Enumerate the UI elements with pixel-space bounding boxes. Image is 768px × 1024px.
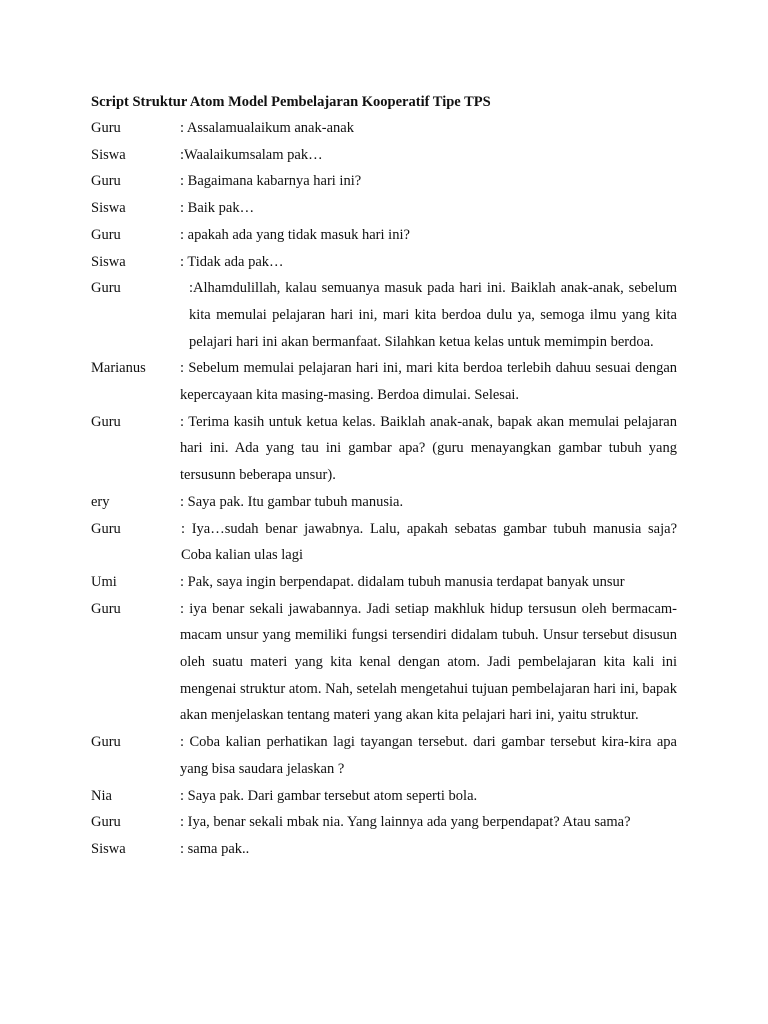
- speaker-name: Siswa: [91, 200, 126, 217]
- dialogue-text: : Pak, saya ingin berpendapat. didalam tubuh manusia terdapat banyak unsur: [180, 573, 625, 590]
- speaker-name: Siswa: [91, 253, 126, 270]
- dialogue-text: : Coba kalian perhatikan lagi tayangan tersebut. dari gambar tersebut kira-kira apa yang bisa saudara jelaskan ?: [180, 734, 677, 777]
- speaker-name: Guru: [91, 814, 121, 831]
- speaker-name: Guru: [91, 520, 121, 537]
- dialogue-text: : Iya…sudah benar jawabnya. Lalu, apakah sebatas gambar tubuh manusia saja? Coba kalian ulas lagi: [181, 520, 677, 564]
- dialogue-line: [91, 836, 677, 863]
- dialogue-text: : Sebelum memulai pelajaran hari ini, mari kita berdoa terlebih dahuu sesuai dengan kepercayaan kita masing-masing. Berdoa dimulai. Selesai.: [180, 360, 677, 404]
- speaker-name: Siswa: [91, 146, 126, 163]
- dialogue-line: [91, 168, 677, 195]
- dialogue-text: : iya benar sekali jawabannya. Jadi setiap makhluk hidup tersusun oleh bermacam-macam unsur yang memiliki fungsi tersendiri didalam tubuh. Unsur tersebut disusun oleh suatu materi yang kita kenal dengan atom. Jadi pembelajaran kita kali ini mengenai struktur atom. Nah, setelah mengetahui tujuan pembelajaran hari ini, bapak akan menjelaskan tentang materi yang akan kita pelajari hari ini, yaitu struktur.: [180, 600, 677, 724]
- dialogue-line: [91, 783, 677, 810]
- speaker-name: Guru: [91, 173, 121, 190]
- speaker-name: ery: [91, 493, 110, 510]
- speaker-name: Guru: [91, 120, 121, 136]
- dialogue-line: [91, 115, 677, 142]
- dialogue-line: [91, 596, 677, 730]
- dialogue-text: : Baik pak…: [180, 200, 255, 217]
- speaker-name: Guru: [91, 413, 121, 430]
- speaker-name: Siswa: [91, 840, 126, 857]
- dialogue-line: [91, 516, 677, 569]
- dialogue-text: : apakah ada yang tidak masuk hari ini?: [180, 226, 410, 243]
- dialogue-line: [91, 195, 677, 222]
- dialogue-text: : Terima kasih untuk ketua kelas. Baiklah anak-anak, bapak akan memulai pelajaran hari ini. Ada yang tau ini gambar apa? (guru menayangkan gambar tubuh yang tersusunn beberapa unsur).: [180, 413, 677, 484]
- dialogue-text: : Bagaimana kabarnya hari ini?: [180, 173, 362, 190]
- dialogue-line: [91, 355, 677, 408]
- dialogue-line: [91, 409, 677, 489]
- dialogue-text: : Tidak ada pak…: [180, 253, 284, 270]
- dialogue-text: : Assalamualaikum anak-anak: [180, 120, 354, 136]
- document-title: Script Struktur Atom Model Pembelajaran Kooperatif Tipe TPS: [91, 94, 491, 110]
- dialogue-line: [91, 222, 677, 249]
- dialogue-line: [91, 729, 677, 782]
- dialogue-text: : Saya pak. Itu gambar tubuh manusia.: [180, 493, 404, 510]
- document-page: [91, 91, 677, 863]
- dialogue-line: [91, 275, 677, 355]
- dialogue-text: :Alhamdulillah, kalau semuanya masuk pada hari ini. Baiklah anak-anak, sebelum kita memulai pelajaran hari ini, mari kita berdoa dulu ya, semoga ilmu yang kita pelajari hari ini akan bermanfaat. Silahkan ketua kelas untuk memimpin berdoa.: [189, 280, 677, 350]
- dialogue-line: [91, 142, 677, 169]
- speaker-name: Umi: [91, 573, 117, 590]
- speaker-name: Guru: [91, 600, 121, 617]
- speaker-name: Guru: [91, 226, 121, 243]
- dialogue-line: [91, 489, 677, 516]
- dialogue-text: : Saya pak. Dari gambar tersebut atom seperti bola.: [180, 787, 478, 804]
- dialogue-text: :Waalaikumsalam pak…: [180, 146, 323, 163]
- dialogue-text: : sama pak..: [180, 840, 250, 857]
- dialogue-line: [91, 809, 677, 836]
- speaker-name: Guru: [91, 280, 121, 297]
- dialogue-line: [91, 249, 677, 276]
- speaker-name: Marianus: [91, 360, 146, 377]
- dialogue-line: [91, 569, 677, 596]
- speaker-name: Guru: [91, 734, 121, 751]
- dialogue-text: : Iya, benar sekali mbak nia. Yang lainnya ada yang berpendapat? Atau sama?: [180, 814, 631, 831]
- speaker-name: Nia: [91, 787, 112, 804]
